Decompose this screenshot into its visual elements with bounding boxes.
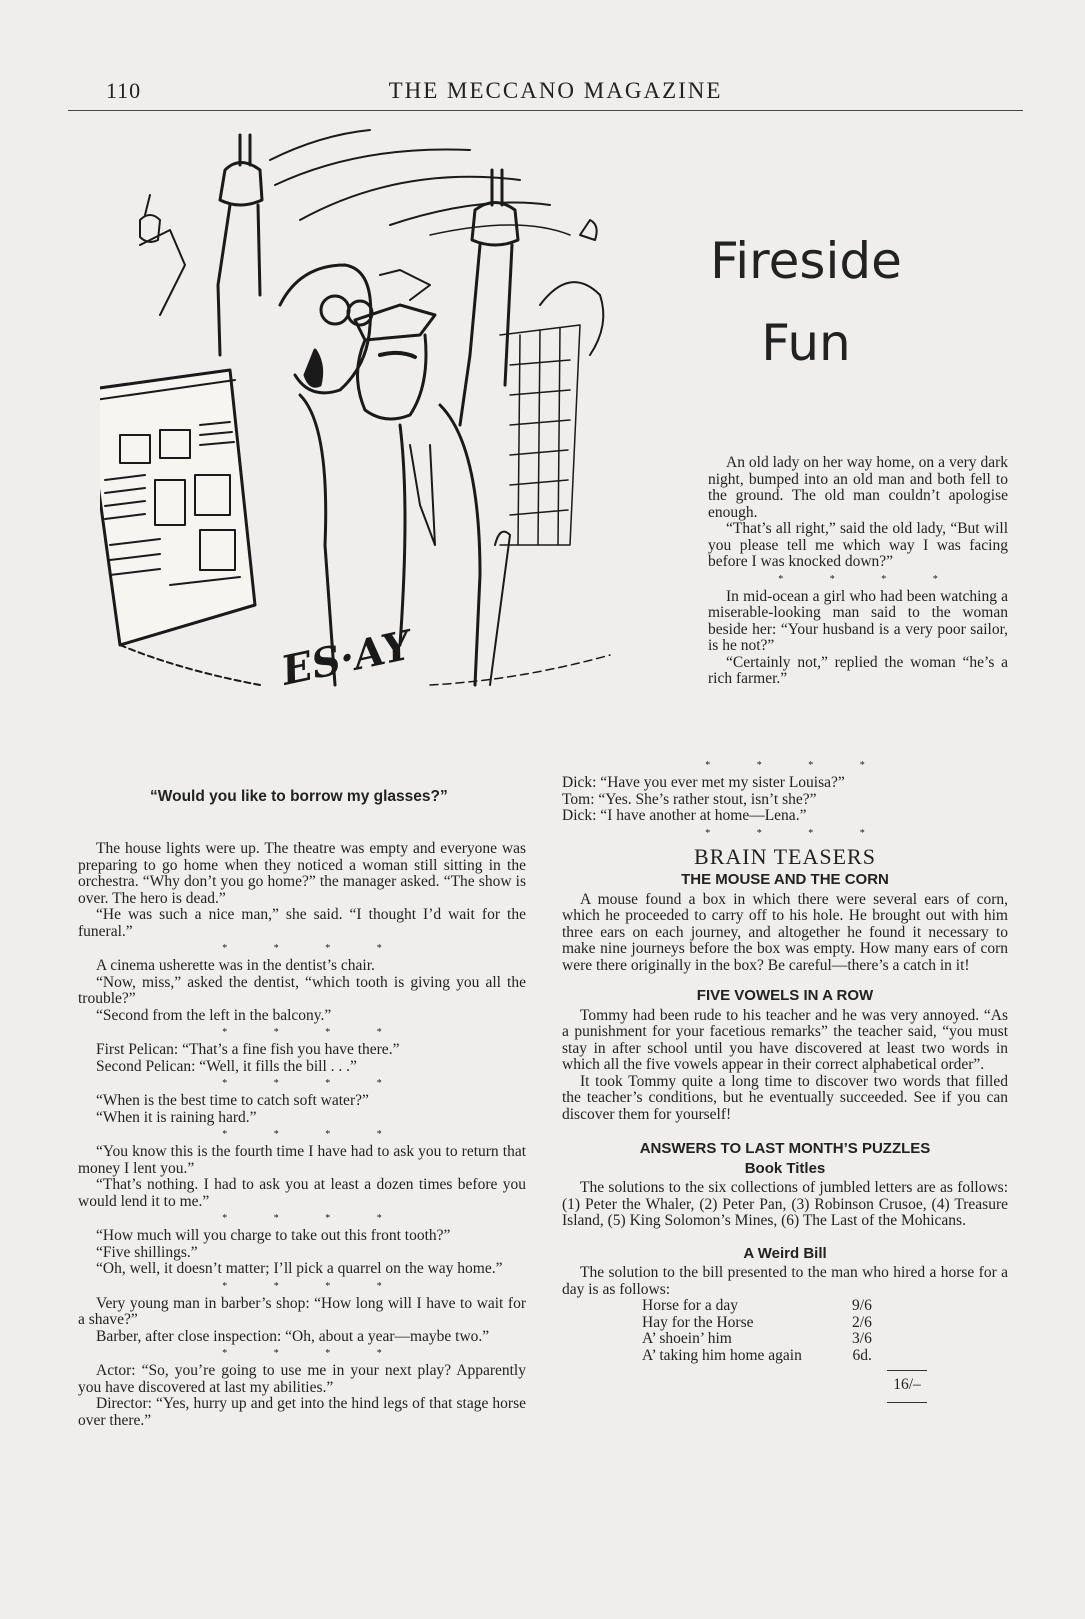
joke-paragraph: A cinema usherette was in the dentist’s chair. bbox=[96, 957, 375, 974]
bill-item: A’ shoein’ him bbox=[642, 1330, 732, 1347]
page-number: 110 bbox=[106, 78, 142, 103]
weird-bill-text: The solution to the bill presented to the man who hired a horse for a day is as follows: bbox=[562, 1264, 1008, 1298]
bill-amount: 3/6 bbox=[852, 1330, 872, 1347]
dialogue-line: Dick: “I have another at home—Lena.” bbox=[562, 807, 807, 824]
mouse-corn-text: A mouse found a box in which there were several ears of corn, which he proceeded to carry off to his hole. He brought out with him three ears on each journey, and altogether he found it necessary to make nine journeys before the box was empty. How many ears of corn were there originally in the box? Be careful—there’s a catch in it! bbox=[562, 890, 1008, 974]
bill-amount: 6d. bbox=[852, 1346, 872, 1364]
book-titles-heading: Book Titles bbox=[744, 1159, 826, 1177]
joke-paragraph: “Second from the left in the balcony.” bbox=[96, 1006, 332, 1024]
five-vowels-text: It took Tommy quite a long time to discover two words that filled the teacher’s conditions, but he eventually succeeded. See if you can discover them for yourself! bbox=[562, 1072, 1008, 1123]
right-top-jokes bbox=[708, 455, 1008, 688]
mouse-corn-heading: THE MOUSE AND THE CORN bbox=[681, 871, 889, 888]
separator: * * * * bbox=[222, 1213, 404, 1224]
feature-title-line1: Fireside bbox=[710, 232, 902, 290]
joke-paragraph: Barber, after close inspection: “Oh, about a year—maybe two.” bbox=[96, 1327, 490, 1345]
bill-row bbox=[642, 1348, 872, 1365]
answers-heading: ANSWERS TO LAST MONTH’S PUZZLES bbox=[639, 1140, 931, 1157]
bill-row bbox=[642, 1298, 872, 1315]
page-header bbox=[68, 78, 1023, 111]
separator: * * * * bbox=[222, 1280, 404, 1292]
joke-paragraph: “Certainly not,” replied the woman “he’s a rich farmer.” bbox=[708, 653, 1008, 687]
joke-paragraph: In mid-ocean a girl who had been watching a miserable-looking man said to the woman beside her: “Your husband is a very poor sailor, is he not?” bbox=[708, 587, 1008, 654]
cartoon-signature: ES·AY bbox=[277, 621, 416, 695]
bill-table bbox=[642, 1298, 872, 1364]
separator: * * * * bbox=[222, 1129, 404, 1140]
separator: * * * * bbox=[778, 573, 960, 585]
separator: * * * * bbox=[705, 827, 887, 839]
five-vowels-heading: FIVE VOWELS IN A ROW bbox=[696, 987, 874, 1004]
joke-paragraph: Very young man in barber’s shop: “How long will I have to wait for a shave?” bbox=[78, 1294, 526, 1328]
book-titles-text: The solutions to the six collections of jumbled letters are as follows: (1) Peter the Whaler, (2) Peter Pan, (3) Robinson Crusoe, (4) Treasure Island, (5) King Solomon’s Mines, (6) The Last of the Mohicans. bbox=[562, 1179, 1008, 1229]
bill-amount: 9/6 bbox=[852, 1297, 872, 1314]
five-vowels-text: Tommy had been rude to his teacher and he was very annoyed. “As a punishment for your facetious remarks” the teacher said, “you must stay in after school until you have discovered at least two words in which all the five vowels appear in their correct alphabetical order”. bbox=[562, 1006, 1008, 1073]
joke-paragraph: “When it is raining hard.” bbox=[96, 1108, 257, 1126]
joke-paragraph: “He was such a nice man,” she said. “I thought I’d wait for the funeral.” bbox=[78, 906, 526, 940]
joke-paragraph: First Pelican: “That’s a fine fish you have there.” bbox=[96, 1041, 400, 1058]
dialogue-line: Tom: “Yes. She’s rather stout, isn’t she?” bbox=[562, 790, 817, 808]
feature-title-line2: Fun bbox=[761, 314, 851, 372]
separator: * * * * bbox=[222, 1348, 404, 1359]
cartoon-illustration bbox=[100, 125, 640, 745]
joke-paragraph: Actor: “So, you’re going to use me in your next play? Apparently you have discovered at last my abilities.” bbox=[78, 1362, 526, 1396]
brain-teasers-title: BRAIN TEASERS bbox=[694, 843, 876, 869]
separator: * * * * bbox=[222, 1027, 404, 1038]
bill-item: Hay for the Horse bbox=[642, 1313, 754, 1331]
joke-paragraph: “Now, miss,” asked the dentist, “which tooth is giving you all the trouble?” bbox=[78, 973, 526, 1007]
feature-title bbox=[706, 220, 906, 384]
joke-paragraph: “Five shillings.” bbox=[96, 1243, 198, 1261]
joke-paragraph: The house lights were up. The theatre was empty and everyone was preparing to go home when they noticed a woman still sitting in the orchestra. “Why don’t you go home?” the manager asked. “The show is over. The hero is dead.” bbox=[78, 840, 526, 907]
joke-paragraph: Second Pelican: “Well, it fills the bill . . .” bbox=[96, 1057, 357, 1075]
joke-paragraph: “That’s nothing. I had to ask you at least a dozen times before you would lend it to me.” bbox=[78, 1176, 526, 1210]
bill-row bbox=[642, 1315, 872, 1332]
dialogue-line: Dick: “Have you ever met my sister Louisa?” bbox=[562, 774, 845, 791]
bill-item: Horse for a day bbox=[642, 1297, 738, 1314]
joke-paragraph: “When is the best time to catch soft water?” bbox=[96, 1092, 369, 1109]
joke-paragraph: Director: “Yes, hurry up and get into the hind legs of that stage horse over there.” bbox=[78, 1395, 526, 1429]
cartoon-caption: “Would you like to borrow my glasses?” bbox=[150, 788, 448, 805]
joke-paragraph: “You know this is the fourth time I have had to ask you to return that money I lent you.” bbox=[78, 1143, 526, 1177]
separator: * * * * bbox=[705, 760, 887, 771]
bill-row bbox=[642, 1331, 872, 1348]
left-column bbox=[78, 841, 526, 1429]
separator: * * * * bbox=[222, 943, 404, 954]
joke-paragraph: “That’s all right,” said the old lady, “But will you please tell me which way I was facing before I was knocked down?” bbox=[708, 520, 1008, 570]
right-column bbox=[562, 757, 1008, 1403]
bill-amount: 2/6 bbox=[852, 1313, 872, 1331]
weird-bill-heading: A Weird Bill bbox=[743, 1244, 827, 1262]
bill-total: 16/– bbox=[887, 1370, 927, 1403]
joke-paragraph: “How much will you charge to take out this front tooth?” bbox=[96, 1227, 451, 1244]
magazine-title: THE MECCANO MAGAZINE bbox=[388, 78, 723, 103]
bill-item: A’ taking him home again bbox=[642, 1346, 802, 1364]
separator: * * * * bbox=[222, 1078, 404, 1089]
joke-paragraph: An old lady on her way home, on a very dark night, bumped into an old man and both fell to the ground. The old man couldn’t apologise enough. bbox=[708, 454, 1008, 521]
joke-paragraph: “Oh, well, it doesn’t matter; I’ll pick a quarrel on the way home.” bbox=[96, 1260, 503, 1277]
